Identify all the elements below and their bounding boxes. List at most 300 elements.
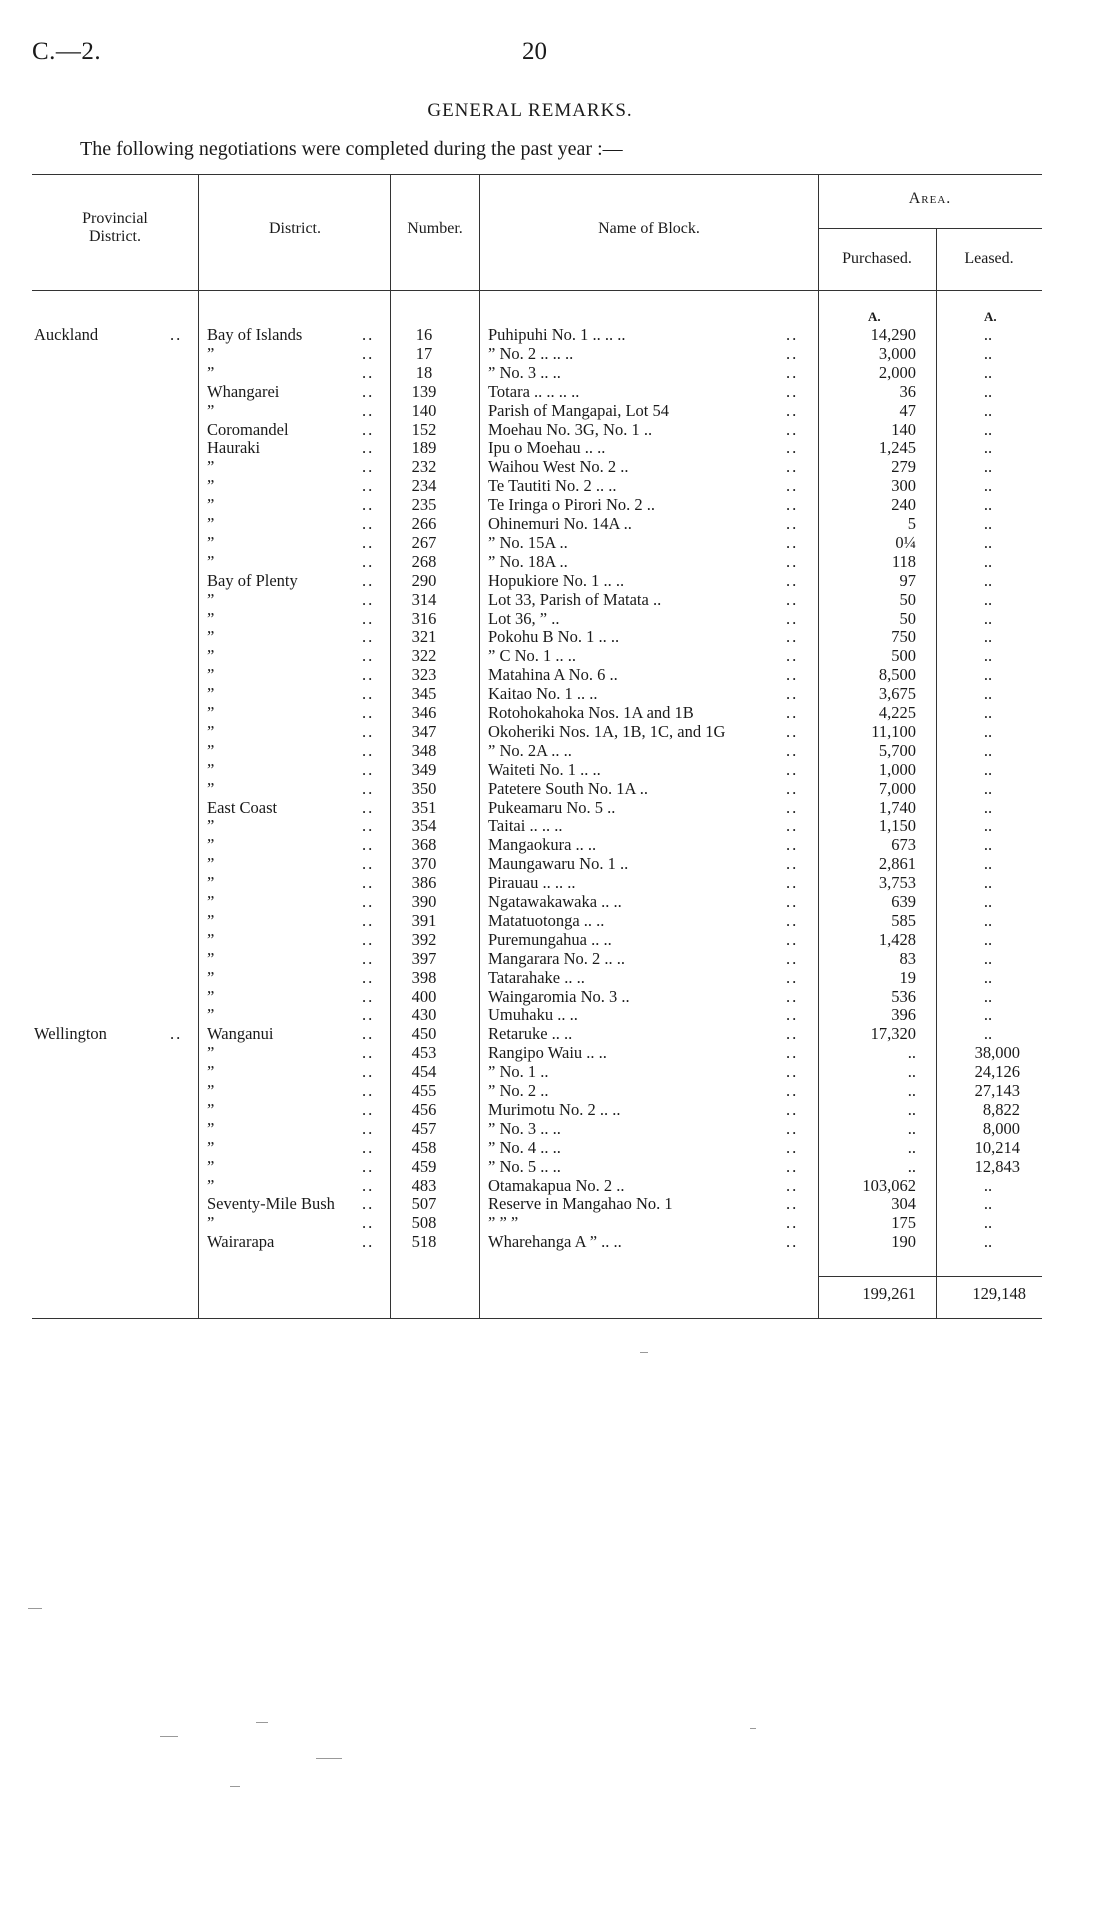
cell-purchased: 83 bbox=[899, 948, 916, 968]
leader-dots: .. bbox=[362, 854, 375, 874]
cell-block-name: ” ” ” bbox=[488, 1213, 519, 1233]
table-row bbox=[0, 1063, 1114, 1082]
cell-purchased: 639 bbox=[891, 892, 916, 911]
leader-dots: .. bbox=[362, 759, 375, 779]
cell-purchased: 118 bbox=[891, 551, 916, 571]
leader-dots: .. bbox=[362, 703, 375, 722]
cell-number: 456 bbox=[411, 1099, 437, 1119]
cell-number: 322 bbox=[411, 646, 437, 666]
cell-block-name: ” No. 15A .. bbox=[488, 532, 568, 552]
cell-leased: .. bbox=[983, 1194, 993, 1214]
cell-block-name: Otamakapua No. 2 .. bbox=[488, 1175, 625, 1195]
leader-dots: .. bbox=[362, 892, 375, 911]
cell-purchased: 19 bbox=[899, 967, 916, 987]
cell-leased: .. bbox=[983, 892, 993, 911]
total-purchased: 199,261 bbox=[862, 1284, 916, 1303]
cell-purchased: 750 bbox=[891, 627, 916, 647]
table-row bbox=[0, 402, 1114, 421]
header-area: Area. bbox=[908, 190, 952, 207]
table-row bbox=[0, 1158, 1114, 1177]
leader-dots: .. bbox=[362, 665, 375, 685]
cell-number: 458 bbox=[411, 1137, 437, 1157]
header-number: Number. bbox=[407, 220, 463, 237]
cell-leased: .. bbox=[983, 967, 993, 987]
cell-leased: .. bbox=[983, 646, 993, 666]
cell-purchased: .. bbox=[907, 1062, 916, 1082]
cell-district: ” bbox=[207, 646, 215, 666]
cell-purchased: 50 bbox=[899, 589, 916, 609]
cell-block-name: Rangipo Waiu .. .. bbox=[488, 1043, 607, 1063]
cell-district: ” bbox=[207, 1156, 215, 1176]
leader-dots: .. bbox=[362, 1043, 375, 1063]
leader-dots: .. bbox=[786, 419, 799, 439]
table-row bbox=[0, 799, 1114, 818]
leader-dots: .. bbox=[362, 627, 375, 647]
leader-dots: .. bbox=[362, 343, 375, 363]
cell-leased: .. bbox=[983, 1024, 993, 1044]
cell-leased: .. bbox=[983, 797, 993, 817]
table-row bbox=[0, 1195, 1114, 1214]
cell-purchased: 2,000 bbox=[878, 362, 916, 382]
table-row bbox=[0, 553, 1114, 572]
leader-dots: .. bbox=[786, 1213, 799, 1233]
scan-speck bbox=[256, 1722, 268, 1723]
cell-district: ” bbox=[207, 495, 215, 515]
cell-leased: .. bbox=[983, 929, 993, 949]
cell-block-name: Waiteti No. 1 .. .. bbox=[488, 759, 601, 779]
cell-purchased: 97 bbox=[899, 570, 916, 590]
table-row bbox=[0, 931, 1114, 950]
cell-number: 354 bbox=[411, 816, 437, 836]
table-top-rule bbox=[32, 174, 1042, 175]
cell-number: 232 bbox=[411, 457, 437, 477]
cell-leased: .. bbox=[983, 1175, 993, 1195]
cell-purchased: 8,500 bbox=[878, 665, 916, 685]
cell-district: Wairarapa bbox=[207, 1232, 275, 1252]
cell-leased: .. bbox=[983, 684, 993, 704]
cell-district: ” bbox=[207, 1175, 215, 1195]
cell-purchased: 50 bbox=[899, 608, 916, 628]
cell-block-name: Ohinemuri No. 14A .. bbox=[488, 514, 632, 533]
cell-purchased: 47 bbox=[899, 400, 916, 420]
cell-district: ” bbox=[207, 1062, 215, 1082]
cell-number: 450 bbox=[411, 1024, 437, 1044]
table-row bbox=[0, 836, 1114, 855]
leader-dots: .. bbox=[362, 325, 375, 344]
leader-dots: .. bbox=[786, 1137, 799, 1157]
table-row bbox=[0, 421, 1114, 440]
leader-dots: .. bbox=[362, 1194, 375, 1214]
cell-block-name: Kaitao No. 1 .. .. bbox=[488, 684, 598, 704]
table-row bbox=[0, 591, 1114, 610]
table-row bbox=[0, 1177, 1114, 1196]
cell-district: ” bbox=[207, 929, 215, 949]
table-row bbox=[0, 515, 1114, 534]
cell-leased: .. bbox=[983, 740, 993, 760]
cell-block-name: Moehau No. 3G, No. 1 .. bbox=[488, 419, 653, 439]
cell-district: East Coast bbox=[207, 797, 278, 817]
leader-dots: .. bbox=[786, 835, 799, 855]
leader-dots: .. bbox=[786, 854, 799, 874]
unit-leased: A. bbox=[984, 309, 997, 324]
leader-dots: .. bbox=[786, 929, 799, 949]
cell-purchased: 673 bbox=[891, 835, 916, 855]
cell-district: ” bbox=[207, 627, 215, 647]
cell-number: 351 bbox=[411, 797, 437, 817]
cell-number: 507 bbox=[411, 1194, 437, 1214]
cell-number: 391 bbox=[411, 910, 437, 930]
cell-purchased: 279 bbox=[891, 457, 916, 477]
leader-dots: .. bbox=[362, 910, 375, 930]
leader-dots: .. bbox=[362, 986, 375, 1006]
table-row bbox=[0, 345, 1114, 364]
cell-number: 316 bbox=[411, 608, 437, 628]
leader-dots: .. bbox=[786, 400, 799, 420]
cell-district: ” bbox=[207, 1099, 215, 1119]
leader-dots: .. bbox=[362, 532, 375, 552]
table-row bbox=[0, 364, 1114, 383]
leader-dots: .. bbox=[362, 570, 375, 590]
cell-district: ” bbox=[207, 835, 215, 855]
cell-block-name: Mangaokura .. .. bbox=[488, 835, 597, 855]
leader-dots: .. bbox=[362, 1156, 375, 1176]
cell-number: 386 bbox=[411, 873, 437, 893]
leader-dots: .. bbox=[786, 986, 799, 1006]
cell-purchased: 500 bbox=[891, 646, 916, 666]
leader-dots: .. bbox=[362, 684, 375, 704]
total-rule bbox=[818, 1276, 1042, 1277]
table-row bbox=[0, 1101, 1114, 1120]
cell-purchased: 5,700 bbox=[878, 740, 916, 760]
table-row bbox=[0, 893, 1114, 912]
cell-leased: .. bbox=[983, 910, 993, 930]
table-row bbox=[0, 780, 1114, 799]
cell-leased: .. bbox=[983, 986, 993, 1006]
cell-block-name: Lot 36, ” .. bbox=[488, 608, 560, 628]
cell-district: ” bbox=[207, 514, 215, 533]
cell-district: ” bbox=[207, 1081, 215, 1100]
leader-dots: .. bbox=[362, 778, 375, 798]
table-row bbox=[0, 628, 1114, 647]
cell-district: ” bbox=[207, 400, 215, 420]
table-row bbox=[0, 969, 1114, 988]
leader-dots: .. bbox=[786, 589, 799, 609]
header-name-of-block: Name of Block. bbox=[598, 220, 700, 237]
cell-purchased: 5 bbox=[907, 514, 916, 533]
leader-dots: .. bbox=[786, 816, 799, 836]
cell-purchased: .. bbox=[907, 1043, 916, 1063]
cell-block-name: Tatarahake .. .. bbox=[488, 967, 585, 987]
cell-block-name: Patetere South No. 1A .. bbox=[488, 778, 648, 798]
leader-dots: .. bbox=[786, 1156, 799, 1176]
cell-number: 392 bbox=[411, 929, 437, 949]
cell-number: 189 bbox=[411, 438, 437, 458]
cell-block-name: ” No. 4 .. .. bbox=[488, 1137, 561, 1157]
cell-district: ” bbox=[207, 721, 215, 741]
cell-block-name: Maungawaru No. 1 .. bbox=[488, 854, 629, 874]
cell-number: 350 bbox=[411, 778, 437, 798]
cell-purchased: 240 bbox=[891, 495, 916, 515]
cell-district: ” bbox=[207, 608, 215, 628]
cell-district: Bay of Plenty bbox=[207, 570, 298, 590]
cell-leased: .. bbox=[983, 532, 993, 552]
leader-dots: .. bbox=[786, 759, 799, 779]
cell-number: 267 bbox=[411, 532, 437, 552]
cell-district: Whangarei bbox=[207, 381, 280, 401]
cell-purchased: 3,675 bbox=[878, 684, 916, 704]
cell-number: 290 bbox=[411, 570, 437, 590]
leader-dots: .. bbox=[786, 608, 799, 628]
cell-block-name: Te Tautiti No. 2 .. .. bbox=[488, 476, 617, 496]
cell-number: 430 bbox=[411, 1005, 437, 1025]
cell-district: ” bbox=[207, 1137, 215, 1157]
leader-dots: .. bbox=[362, 646, 375, 666]
leader-dots: .. bbox=[362, 1024, 375, 1044]
section-title: GENERAL REMARKS. bbox=[427, 100, 633, 121]
leader-dots: .. bbox=[786, 703, 799, 722]
cell-purchased: 17,320 bbox=[870, 1024, 916, 1044]
cell-purchased: 103,062 bbox=[862, 1175, 916, 1195]
table-row bbox=[0, 610, 1114, 629]
intro-text: The following negotiations were completed during the past year :— bbox=[80, 138, 623, 160]
table-row bbox=[0, 458, 1114, 477]
cell-block-name: Lot 33, Parish of Matata .. bbox=[488, 589, 662, 609]
table-row bbox=[0, 874, 1114, 893]
cell-leased: .. bbox=[983, 476, 993, 496]
cell-purchased: 536 bbox=[891, 986, 916, 1006]
table-row bbox=[0, 496, 1114, 515]
cell-district: Hauraki bbox=[207, 438, 261, 458]
leader-dots: .. bbox=[786, 1175, 799, 1195]
cell-purchased: 7,000 bbox=[878, 778, 916, 798]
leader-dots: .. bbox=[362, 740, 375, 760]
cell-number: 390 bbox=[411, 892, 437, 911]
cell-leased: .. bbox=[983, 627, 993, 647]
cell-leased: .. bbox=[983, 873, 993, 893]
cell-purchased: 1,740 bbox=[878, 797, 916, 817]
cell-block-name: Okoheriki Nos. 1A, 1B, 1C, and 1G bbox=[488, 721, 726, 741]
table-row bbox=[0, 1025, 1114, 1044]
cell-number: 368 bbox=[411, 835, 437, 855]
cell-number: 18 bbox=[415, 362, 433, 382]
cell-leased: 24,126 bbox=[974, 1062, 1020, 1082]
leader-dots: .. bbox=[362, 457, 375, 477]
leader-dots: .. bbox=[362, 835, 375, 855]
cell-block-name: Umuhaku .. .. bbox=[488, 1005, 578, 1025]
cell-block-name: ” No. 2A .. .. bbox=[488, 740, 572, 760]
cell-block-name: Parish of Mangapai, Lot 54 bbox=[488, 400, 670, 420]
cell-leased: .. bbox=[983, 457, 993, 477]
cell-district: ” bbox=[207, 665, 215, 685]
cell-number: 508 bbox=[411, 1213, 437, 1233]
cell-purchased: 3,753 bbox=[878, 873, 916, 893]
cell-district: ” bbox=[207, 910, 215, 930]
total-leased: 129,148 bbox=[972, 1284, 1026, 1303]
leader-dots: .. bbox=[362, 1081, 375, 1100]
cell-district: ” bbox=[207, 343, 215, 363]
table-row bbox=[0, 1233, 1114, 1252]
cell-block-name: ” No. 5 .. .. bbox=[488, 1156, 561, 1176]
cell-block-name: Totara .. .. .. .. bbox=[488, 381, 580, 401]
cell-number: 321 bbox=[411, 627, 437, 647]
table-row bbox=[0, 326, 1114, 345]
table-row bbox=[0, 912, 1114, 931]
cell-district: ” bbox=[207, 1005, 215, 1025]
cell-district: Coromandel bbox=[207, 419, 289, 439]
table-row bbox=[0, 477, 1114, 496]
leader-dots: .. bbox=[362, 721, 375, 741]
table-row bbox=[0, 572, 1114, 591]
leader-dots: .. bbox=[786, 797, 799, 817]
header-provincial-district: Provincial District. bbox=[82, 210, 148, 245]
leader-dots: .. bbox=[362, 948, 375, 968]
cell-block-name: Matahina A No. 6 .. bbox=[488, 665, 618, 685]
cell-district: ” bbox=[207, 1118, 215, 1138]
leader-dots: .. bbox=[786, 438, 799, 458]
cell-district: ” bbox=[207, 740, 215, 760]
leader-dots: .. bbox=[786, 362, 799, 382]
cell-number: 397 bbox=[411, 948, 437, 968]
cell-purchased: 14,290 bbox=[870, 325, 916, 344]
cell-block-name: Murimotu No. 2 .. .. bbox=[488, 1099, 621, 1119]
cell-purchased: 1,428 bbox=[878, 929, 916, 949]
leader-dots: .. bbox=[786, 1118, 799, 1138]
header-purchased: Purchased. bbox=[842, 250, 912, 267]
cell-leased: .. bbox=[983, 495, 993, 515]
cell-purchased: 175 bbox=[891, 1213, 916, 1233]
cell-purchased: 36 bbox=[899, 381, 916, 401]
leader-dots: .. bbox=[362, 1175, 375, 1195]
cell-number: 348 bbox=[411, 740, 437, 760]
leader-dots: .. bbox=[362, 400, 375, 420]
leader-dots: .. bbox=[786, 873, 799, 893]
leader-dots: .. bbox=[362, 438, 375, 458]
leader-dots: .. bbox=[786, 570, 799, 590]
table-row bbox=[0, 742, 1114, 761]
cell-district: ” bbox=[207, 589, 215, 609]
cell-block-name: ” No. 3 .. .. bbox=[488, 1118, 561, 1138]
cell-district: ” bbox=[207, 873, 215, 893]
leader-dots: .. bbox=[786, 1194, 799, 1214]
table-row bbox=[0, 1082, 1114, 1101]
cell-leased: .. bbox=[983, 721, 993, 741]
cell-block-name: Hopukiore No. 1 .. .. bbox=[488, 570, 625, 590]
leader-dots: .. bbox=[362, 967, 375, 987]
cell-leased: .. bbox=[983, 362, 993, 382]
cell-district: Wanganui bbox=[207, 1024, 274, 1044]
cell-district: ” bbox=[207, 476, 215, 496]
scan-speck bbox=[160, 1736, 178, 1737]
cell-leased: .. bbox=[983, 325, 993, 344]
cell-block-name: Waingaromia No. 3 .. bbox=[488, 986, 630, 1006]
cell-number: 400 bbox=[411, 986, 437, 1006]
cell-leased: 38,000 bbox=[974, 1043, 1020, 1063]
area-header-rule bbox=[818, 228, 1042, 229]
cell-purchased: 1,245 bbox=[878, 438, 916, 458]
cell-block-name: ” No. 2 .. bbox=[488, 1081, 549, 1100]
cell-number: 459 bbox=[411, 1156, 437, 1176]
leader-dots: .. bbox=[786, 532, 799, 552]
cell-number: 346 bbox=[411, 703, 437, 722]
cell-leased: .. bbox=[983, 400, 993, 420]
table-row bbox=[0, 950, 1114, 969]
cell-purchased: 11,100 bbox=[871, 721, 916, 741]
leader-dots: .. bbox=[362, 873, 375, 893]
leader-dots: .. bbox=[362, 551, 375, 571]
cell-purchased: .. bbox=[907, 1081, 916, 1100]
table-row bbox=[0, 439, 1114, 458]
leader-dots: .. bbox=[362, 1062, 375, 1082]
table-row bbox=[0, 534, 1114, 553]
leader-dots: .. bbox=[786, 325, 799, 344]
cell-purchased: 1,000 bbox=[878, 759, 916, 779]
cell-leased: .. bbox=[983, 419, 993, 439]
leader-dots: .. bbox=[170, 1024, 183, 1044]
cell-number: 234 bbox=[411, 476, 437, 496]
cell-leased: .. bbox=[983, 816, 993, 836]
leader-dots: .. bbox=[362, 1005, 375, 1025]
cell-block-name: ” No. 3 .. .. bbox=[488, 362, 561, 382]
cell-block-name: ” No. 18A .. bbox=[488, 551, 568, 571]
cell-purchased: 2,861 bbox=[878, 854, 916, 874]
cell-block-name: Retaruke .. .. bbox=[488, 1024, 573, 1044]
cell-leased: 10,214 bbox=[974, 1137, 1020, 1157]
cell-purchased: 585 bbox=[891, 910, 916, 930]
cell-district: ” bbox=[207, 967, 215, 987]
cell-number: 347 bbox=[411, 721, 437, 741]
cell-leased: .. bbox=[983, 438, 993, 458]
leader-dots: .. bbox=[786, 627, 799, 647]
cell-leased: .. bbox=[983, 381, 993, 401]
leader-dots: .. bbox=[786, 1024, 799, 1044]
table-row bbox=[0, 1044, 1114, 1063]
leader-dots: .. bbox=[170, 325, 183, 344]
leader-dots: .. bbox=[786, 1099, 799, 1119]
cell-district: ” bbox=[207, 532, 215, 552]
table-row bbox=[0, 1006, 1114, 1025]
leader-dots: .. bbox=[786, 551, 799, 571]
leader-dots: .. bbox=[786, 1232, 799, 1252]
cell-leased: .. bbox=[983, 703, 993, 722]
cell-block-name: Wharehanga A ” .. .. bbox=[488, 1232, 622, 1252]
table-row bbox=[0, 988, 1114, 1007]
cell-leased: .. bbox=[983, 854, 993, 874]
cell-leased: .. bbox=[983, 589, 993, 609]
leader-dots: .. bbox=[786, 778, 799, 798]
cell-number: 349 bbox=[411, 759, 437, 779]
cell-purchased: 3,000 bbox=[878, 343, 916, 363]
table-row bbox=[0, 855, 1114, 874]
cell-purchased: 304 bbox=[891, 1194, 916, 1214]
cell-leased: .. bbox=[983, 608, 993, 628]
cell-purchased: .. bbox=[907, 1137, 916, 1157]
cell-number: 266 bbox=[411, 514, 437, 533]
cell-purchased: .. bbox=[907, 1118, 916, 1138]
cell-number: 314 bbox=[411, 589, 437, 609]
cell-leased: .. bbox=[983, 1232, 993, 1252]
cell-leased: .. bbox=[983, 835, 993, 855]
cell-number: 17 bbox=[415, 343, 433, 363]
cell-leased: .. bbox=[983, 1005, 993, 1025]
cell-leased: .. bbox=[983, 1213, 993, 1233]
cell-block-name: Ipu o Moehau .. .. bbox=[488, 438, 606, 458]
leader-dots: .. bbox=[362, 362, 375, 382]
cell-purchased: 4,225 bbox=[878, 703, 916, 722]
cell-number: 139 bbox=[411, 381, 437, 401]
cell-purchased: .. bbox=[907, 1099, 916, 1119]
table-row bbox=[0, 1214, 1114, 1233]
cell-block-name: Pukeamaru No. 5 .. bbox=[488, 797, 616, 817]
